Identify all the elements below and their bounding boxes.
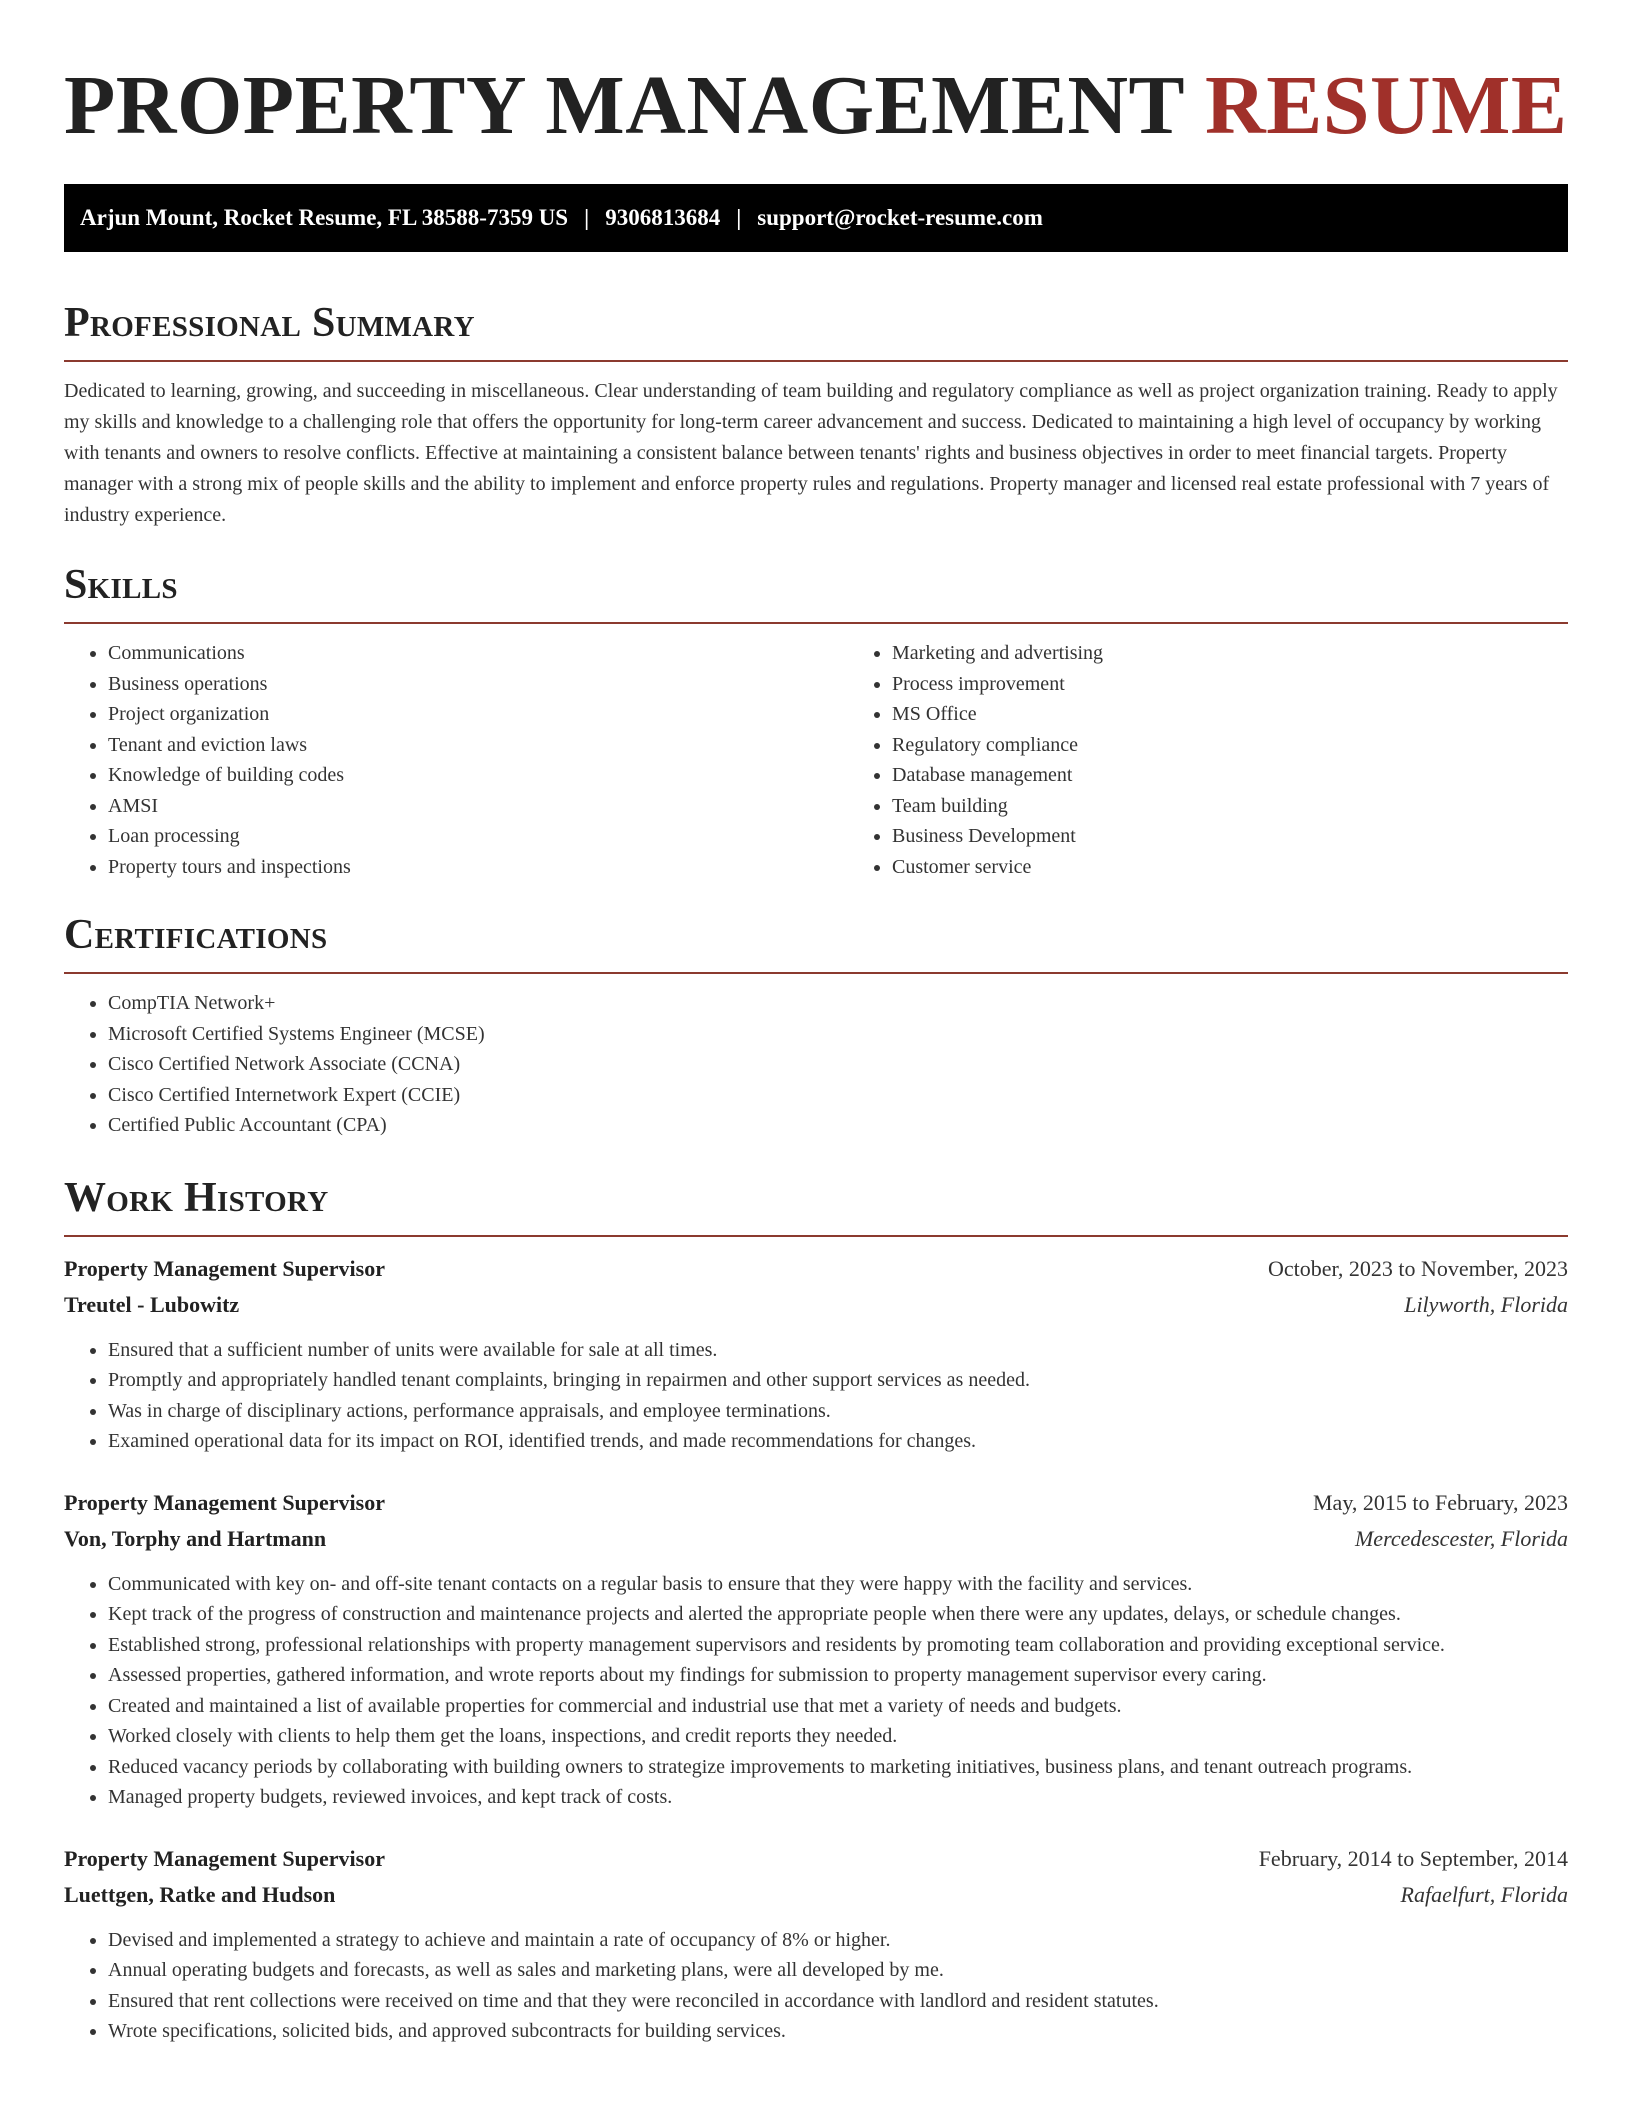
- job-bullet: • Created and maintained a list of available properties for commercial and industrial use that met a variety of needs and budgets.: [108, 1691, 1568, 1722]
- certification-item: • Microsoft Certified Systems Engineer (MCSE): [108, 1019, 1568, 1050]
- job-company-row: [64, 1877, 1568, 1913]
- job-bullet: • Reduced vacancy periods by collaborating with building owners to strategize improvements to marketing initiatives, business plans, and tenant outreach programs.: [108, 1752, 1568, 1783]
- job-dates: October, 2023 to November, 2023: [1267, 1255, 1568, 1281]
- job-bullet: • Wrote specifications, solicited bids, and approved subcontracts for building services.: [108, 2016, 1568, 2047]
- job-bullet: • Managed property budgets, reviewed invoices, and kept track of costs.: [108, 1782, 1568, 1813]
- job-header-row: [64, 1251, 1568, 1287]
- section-divider: [64, 1235, 1568, 1237]
- job-entry: [64, 1485, 1568, 1813]
- section-heading-skills: Skills: [64, 562, 178, 608]
- job-bullet: • Worked closely with clients to help them get the loans, inspections, and credit reports they needed.: [108, 1721, 1568, 1752]
- job-bullet: • Annual operating budgets and forecasts, as well as sales and marketing plans, were all developed by me.: [108, 1955, 1568, 1986]
- job-location: Rafaelfurt, Florida: [1400, 1881, 1568, 1907]
- certification-item: • Cisco Certified Network Associate (CCNA): [108, 1049, 1568, 1080]
- job-bullet: • Devised and implemented a strategy to achieve and maintain a rate of occupancy of 8% or higher.: [108, 1925, 1568, 1956]
- job-header-row: [64, 1841, 1568, 1877]
- title-main: PROPERTY MANAGEMENT: [64, 59, 1184, 152]
- skill-item: • AMSI: [108, 791, 848, 822]
- skill-item: • Knowledge of building codes: [108, 760, 848, 791]
- job-entry: [64, 1841, 1568, 2047]
- section-heading-work-history: Work History: [64, 1174, 329, 1221]
- job-company: Treutel - Lubowitz: [64, 1291, 240, 1317]
- job-dates: February, 2014 to September, 2014: [1258, 1845, 1568, 1871]
- job-company-row: [64, 1287, 1568, 1323]
- certifications-section: [64, 914, 1568, 1141]
- skill-item: • Process improvement: [892, 669, 1103, 700]
- skills-grid: [64, 624, 1568, 882]
- job-location: Lilyworth, Florida: [1404, 1291, 1568, 1317]
- contact-separator: |: [584, 205, 590, 230]
- job-bullet: • Assessed properties, gathered information, and wrote reports about my findings for submission to property management supervisor every caring.: [108, 1660, 1568, 1691]
- contact-phone: 9306813684: [605, 205, 721, 230]
- skill-item: • Tenant and eviction laws: [108, 730, 848, 761]
- skills-list-left: [64, 638, 848, 882]
- job-bullets: [64, 1925, 1568, 2047]
- skill-item: • Business Development: [892, 821, 1103, 852]
- skills-section: [64, 564, 1568, 882]
- skill-item: • Marketing and advertising: [892, 638, 1103, 669]
- job-location: Mercedescester, Florida: [1354, 1525, 1568, 1551]
- job-bullet: • Established strong, professional relationships with property management supervisors and residents by promoting team collaboration and providing exceptional service.: [108, 1630, 1568, 1661]
- job-bullet: • Was in charge of disciplinary actions, performance appraisals, and employee terminations.: [108, 1396, 1568, 1427]
- section-divider: [64, 360, 1568, 362]
- job-bullet: • Examined operational data for its impact on ROI, identified trends, and made recommendations for changes.: [108, 1426, 1568, 1457]
- skill-item: • Property tours and inspections: [108, 852, 848, 883]
- contact-address: Arjun Mount, Rocket Resume, FL 38588-7359 US: [80, 205, 569, 230]
- job-title: Property Management Supervisor: [64, 1255, 385, 1281]
- summary-section: [64, 302, 1568, 531]
- skill-item: • Loan processing: [108, 821, 848, 852]
- certification-item: • Cisco Certified Internetwork Expert (CCIE): [108, 1080, 1568, 1111]
- skills-list-right: [848, 638, 1103, 882]
- certifications-list: [64, 988, 1568, 1141]
- job-company: Luettgen, Ratke and Hudson: [64, 1881, 336, 1907]
- section-heading-summary: Professional Summary: [64, 300, 475, 346]
- skill-item: • Regulatory compliance: [892, 730, 1103, 761]
- skill-item: • Business operations: [108, 669, 848, 700]
- job-title: Property Management Supervisor: [64, 1845, 385, 1871]
- summary-text: Dedicated to learning, growing, and succeeding in miscellaneous. Clear understanding of team building and regulatory compliance as well as project organization training. Ready to apply my skills and knowledge to a challenging role that offers the opportunity for long-term career advancement and success. Dedicated to maintaining a high level of occupancy by working with tenants and owners to resolve conflicts. Effective at maintaining a consistent balance between tenants' rights and business objectives in order to meet financial targets. Property manager with a strong mix of people skills and the ability to implement and enforce property rules and regulations. Property manager and licensed real estate professional with 7 years of industry experience.: [64, 380, 1558, 526]
- contact-email: support@rocket-resume.com: [757, 205, 1043, 230]
- job-dates: May, 2015 to February, 2023: [1313, 1489, 1568, 1515]
- job-bullet: • Communicated with key on- and off-site tenant contacts on a regular basis to ensure that they were happy with the facility and services.: [108, 1569, 1568, 1600]
- job-bullet: • Kept track of the progress of construction and maintenance projects and alerted the appropriate people when there were any updates, delays, or schedule changes.: [108, 1599, 1568, 1630]
- job-bullet: • Promptly and appropriately handled tenant complaints, bringing in repairmen and other support services as needed.: [108, 1365, 1568, 1396]
- work-history-section: [64, 1174, 1568, 2047]
- job-company-row: [64, 1521, 1568, 1557]
- skill-item: • Customer service: [892, 852, 1103, 883]
- skill-item: • MS Office: [892, 699, 1103, 730]
- resume-title: [64, 59, 1568, 152]
- skill-item: • Team building: [892, 791, 1103, 822]
- title-accent: RESUME: [1205, 59, 1568, 152]
- skill-item: • Database management: [892, 760, 1103, 791]
- job-entry: [64, 1251, 1568, 1457]
- job-bullets: [64, 1569, 1568, 1813]
- job-title: Property Management Supervisor: [64, 1489, 385, 1515]
- skill-item: • Project organization: [108, 699, 848, 730]
- certification-item: • CompTIA Network+: [108, 988, 1568, 1019]
- section-divider: [64, 972, 1568, 974]
- job-company: Von, Torphy and Hartmann: [64, 1525, 327, 1551]
- contact-separator: |: [736, 205, 742, 230]
- job-bullet: • Ensured that rent collections were received on time and that they were reconciled in accordance with landlord and resident statutes.: [108, 1986, 1568, 2017]
- skill-item: • Communications: [108, 638, 848, 669]
- contact-bar: [64, 184, 1568, 252]
- certification-item: • Certified Public Accountant (CPA): [108, 1110, 1568, 1141]
- section-heading-certifications: Certifications: [64, 912, 328, 958]
- job-header-row: [64, 1485, 1568, 1521]
- job-bullets: [64, 1335, 1568, 1457]
- job-bullet: • Ensured that a sufficient number of units were available for sale at all times.: [108, 1335, 1568, 1366]
